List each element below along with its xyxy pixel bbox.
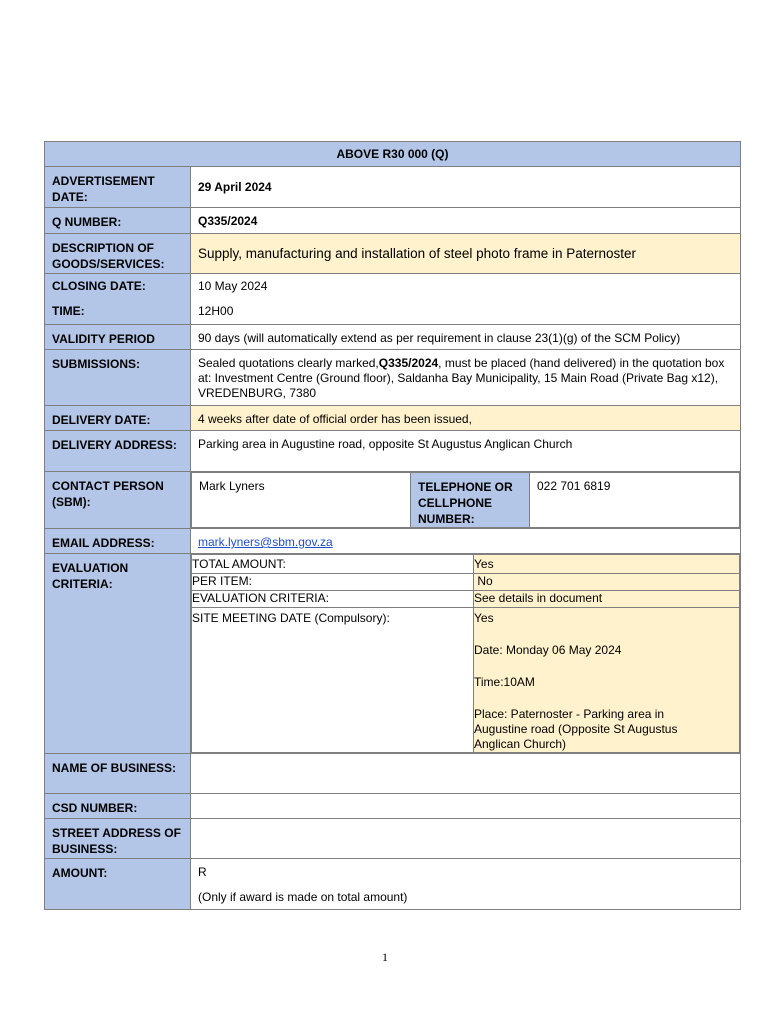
evaluation-inner-table — [191, 554, 740, 753]
site-meeting-label: SITE MEETING DATE (Compulsory): — [192, 608, 474, 753]
validity-value: 90 days (will automatically extend as per requirement in clause 23(1)(g) of the SCM Policy) — [191, 325, 741, 350]
submissions-value — [191, 350, 755, 406]
site-meeting-place: Place: Paternoster - Parking area in Augustine road (Opposite St Augustus Anglican Church) — [474, 707, 678, 751]
amount-field[interactable] — [191, 859, 741, 910]
criteria-value: See details in document — [474, 591, 740, 608]
amount-label: AMOUNT: — [45, 859, 191, 910]
street-address-row — [45, 819, 741, 859]
contact-person-label: CONTACT PERSON (SBM): — [45, 472, 191, 529]
csd-number-label: CSD NUMBER: — [45, 794, 191, 819]
site-meeting-row — [192, 608, 740, 753]
delivery-date-row — [45, 406, 741, 431]
business-name-field[interactable] — [191, 754, 741, 794]
delivery-date-value: 4 weeks after date of official order has been issued, — [191, 406, 741, 431]
amount-currency: R — [198, 865, 207, 879]
criteria-row — [192, 555, 740, 574]
delivery-address-value: Parking area in Augustine road, opposite St Augustus Anglican Church — [191, 431, 741, 472]
amount-note: (Only if award is made on total amount) — [198, 890, 408, 904]
contact-inner-table — [191, 472, 740, 528]
site-meeting-details — [474, 608, 740, 753]
description-label: DESCRIPTION OF GOODS/SERVICES: — [45, 234, 191, 274]
submissions-reference: Q335/2024 — [378, 356, 439, 370]
contact-person-value: Mark Lyners — [192, 473, 411, 528]
closing-date-value: 10 May 2024 — [198, 279, 268, 293]
header-row — [45, 142, 741, 167]
contact-row — [45, 472, 741, 529]
delivery-address-label: DELIVERY ADDRESS: — [45, 431, 191, 472]
email-link[interactable]: mark.lyners@sbm.gov.za — [198, 535, 333, 549]
telephone-label: TELEPHONE OR CELLPHONE NUMBER: — [411, 473, 530, 528]
q-number-row — [45, 208, 741, 234]
csd-number-field[interactable] — [191, 794, 741, 819]
delivery-address-row — [45, 431, 741, 472]
closing-labels — [45, 274, 191, 325]
form-header: ABOVE R30 000 (Q) — [45, 142, 741, 167]
description-row — [45, 234, 741, 274]
business-name-label: NAME OF BUSINESS: — [45, 754, 191, 794]
submissions-row — [45, 350, 741, 406]
closing-values — [191, 274, 741, 325]
advertisement-date-value: 29 April 2024 — [191, 167, 741, 208]
criteria-label: PER ITEM: — [192, 574, 474, 591]
email-label: EMAIL ADDRESS: — [45, 529, 191, 554]
business-name-row — [45, 754, 741, 794]
closing-row — [45, 274, 741, 325]
contact-cell — [191, 472, 741, 529]
site-meeting-time: Time:10AM — [474, 675, 535, 689]
criteria-row — [192, 574, 740, 591]
email-row — [45, 529, 741, 554]
street-address-label: STREET ADDRESS OF BUSINESS: — [45, 819, 191, 859]
site-meeting-value: Yes — [474, 611, 494, 625]
telephone-value: 022 701 6819 — [530, 473, 740, 528]
csd-number-row — [45, 794, 741, 819]
page-number: 1 — [382, 950, 388, 964]
evaluation-cell — [191, 554, 741, 754]
quotation-form-table — [44, 141, 755, 910]
criteria-row — [192, 591, 740, 608]
description-value: Supply, manufacturing and installation of steel photo frame in Paternoster — [191, 234, 741, 274]
criteria-value: Yes — [474, 555, 740, 574]
validity-label: VALIDITY PERIOD — [45, 325, 191, 350]
advertisement-date-label: ADVERTISEMENT DATE: — [45, 167, 191, 208]
q-number-value: Q335/2024 — [191, 208, 741, 234]
submissions-suffix: , must be placed (hand delivered) in the quotation box at: Investment Centre (Ground floor), Saldanha Bay Municipality, 15 Main Road (Private Bag x12), VREDENBURG, 7380 — [198, 356, 755, 400]
site-meeting-date: Date: Monday 06 May 2024 — [474, 643, 622, 657]
time-value: 12H00 — [198, 304, 234, 318]
submissions-prefix: Sealed quotations clearly marked, — [198, 356, 379, 370]
criteria-label: TOTAL AMOUNT: — [192, 555, 474, 574]
advertisement-date-row — [45, 167, 741, 208]
time-label: TIME: — [52, 304, 85, 318]
validity-row — [45, 325, 741, 350]
amount-row — [45, 859, 741, 910]
submissions-label: SUBMISSIONS: — [45, 350, 191, 406]
street-address-field[interactable] — [191, 819, 741, 859]
criteria-value: No — [474, 574, 740, 591]
email-cell — [191, 529, 741, 554]
criteria-label: EVALUATION CRITERIA: — [192, 591, 474, 608]
evaluation-row — [45, 554, 741, 754]
delivery-date-label: DELIVERY DATE: — [45, 406, 191, 431]
evaluation-label: EVALUATION CRITERIA: — [45, 554, 191, 754]
closing-date-label: CLOSING DATE: — [52, 279, 146, 293]
q-number-label: Q NUMBER: — [45, 208, 191, 234]
